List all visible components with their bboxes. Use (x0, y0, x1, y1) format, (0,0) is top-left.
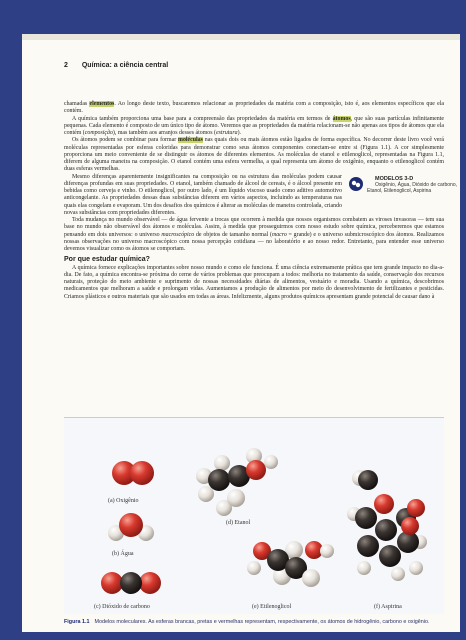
caption-ethylene-glycol: (e) Etilenoglicol (252, 604, 292, 610)
term-elementos: elementos (89, 101, 115, 107)
figure-1-1 (64, 417, 444, 614)
caption-oxygen: (a) Oxigênio (108, 498, 139, 504)
figure-caption (64, 619, 444, 626)
margin-note-title: MODELOS 3-D (375, 175, 414, 182)
figure-label: Figura 1.1 (64, 619, 90, 625)
paragraph-4: MODELOS 3-D Oxigênio, Água, Dióxido de carbono, Etanol, Etilenoglicol, Aspirina Mesmo diferenças aparentemente insignificantes na composição ou na estrutura das moléculas podem causar diferenças profundas em suas propriedades. O etanol, também chamado de álcool de cereais, é o álcool presente em bebidas como cerveja e vinho. O etilenoglicol, por outro lado, é um líquido viscoso usado como aditivo automotivo anticongelante. As propriedades dessas duas substâncias diferem em vários aspectos, incluindo as temperaturas nas quais elas congelam e evaporam. Um dos desafios dos químicos é alterar as moléculas de maneira controlada, criando novas substâncias com propriedades diferentes. (64, 174, 444, 218)
margin-note-3d-models[interactable] (348, 176, 460, 206)
molecular-models-illustration (64, 418, 444, 614)
book-page (22, 34, 460, 632)
caption-aspirin: (f) Aspirina (374, 604, 402, 610)
paragraph-1: chamadas elementos. Ao longo deste texto, buscaremos relacionar as propriedades da matéria com a composição, isto é, aos elementos específicos que ela contém. (64, 101, 444, 115)
section-heading: Por que estudar química? (64, 256, 150, 264)
aspirin-molecule (347, 470, 427, 581)
paragraph-3: Os átomos podem se combinar para formar moléculas nas quais dois ou mais átomos estão ligados de forma específica. No decorrer deste livro você verá moléculas representadas por esferas coloridas para demonstrar como seus átomos componentes conectam-se entre si (Figura 1.1). A cor simplesmente proporciona um meio conveniente de se distinguir os átomos de diferentes elementos. As moléculas de etanol e etilenoglicol, representadas na Figura 1.1, diferem de alguma maneira na composição. O etanol contém uma esfera vermelha, a qual representa um átomo de oxigênio, enquanto o etilenoglicol contém duas esferas vermelhas. (64, 137, 445, 173)
margin-note-subtitle: Oxigênio, Água, Dióxido de carbono, Etanol, Etilenoglicol, Aspirina (367, 181, 457, 194)
caption-ethanol: (d) Etanol (226, 520, 251, 526)
caption-co2: (c) Dióxido de carbono (94, 604, 150, 610)
co2-molecule (101, 572, 161, 594)
running-header (64, 62, 444, 74)
paragraph-5: Toda mudança no mundo observável — de água fervente a trocas que ocorrem à medida que nossos organismos combatem as viroses invasoras — tem sua base no mundo não observável dos átomos e moléculas. Assim, à medida que prosseguirmos com nosso estudo sobre química, perceberemos que estamos pensando em dois universos: o universo macroscópico de objetos de tamanho normal (macro = grande) e o universo submicroscópico dos átomos. Realizamos nossas observações no universo macroscópico com nossa percepção cotidiana — no laboratório e ao nosso redor. Entretanto, para entender esse universo devemos visualizar como os átomos se comportam. (64, 217, 444, 252)
ethanol-molecule (196, 448, 278, 516)
body-text (64, 101, 457, 301)
page-number: 2 (64, 62, 68, 69)
chapter-title: Química: a ciência central (81, 62, 169, 69)
term-atomos: átomos (332, 115, 351, 122)
page-top-band (22, 34, 460, 40)
oxygen-molecule (112, 461, 154, 485)
paragraph-2: A química também proporciona uma base para a compreensão das propriedades da matéria em termos de átomos, que são suas partículas infinitamente pequenas. Cada elemento é composto de um único tipo de átomo. Veremos que as propriedades da matéria relacionam-se não apenas aos tipos de átomos que ela contém (composição), mas também aos arranjos desses átomos (estrutura). (64, 115, 444, 136)
molecule-model-icon (348, 176, 364, 192)
ethylene-glycol-molecule (247, 541, 334, 587)
paragraph-6: A química fornece explicações importantes sobre nosso mundo e como ele funciona. É uma ciência extremamente prática que tem grande impacto no dia-a-dia. De fato, a química encontra-se próxima do cerne de vários problemas que preocupam a todos: melhoria no tratamento da saúde, conservação dos recursos naturais, proteção do meio ambiente e suprimento de nossas necessidades diárias de alimentos, vestuário e moradia. Usando a química, descobrimos medicamentos que melhoram a saúde e prolongam vidas. Aumentamos a produção de alimentos por meio do desenvolvimento de fertilizantes e pesticidas. Criamos plásticos e outros materiais que são usados em todas as áreas. Infelizmente, alguns produtos químicos apresentam grande potencial de causar dano à (64, 264, 444, 300)
figure-caption-text: Modelos moleculares. As esferas brancas, pretas e vermelhas representam, respectivamente, os átomos de hidrogênio, carbono e oxigênio. (94, 619, 430, 625)
water-molecule (108, 513, 154, 541)
term-moleculas: moléculas (178, 137, 203, 144)
caption-water: (b) Água (112, 551, 134, 557)
